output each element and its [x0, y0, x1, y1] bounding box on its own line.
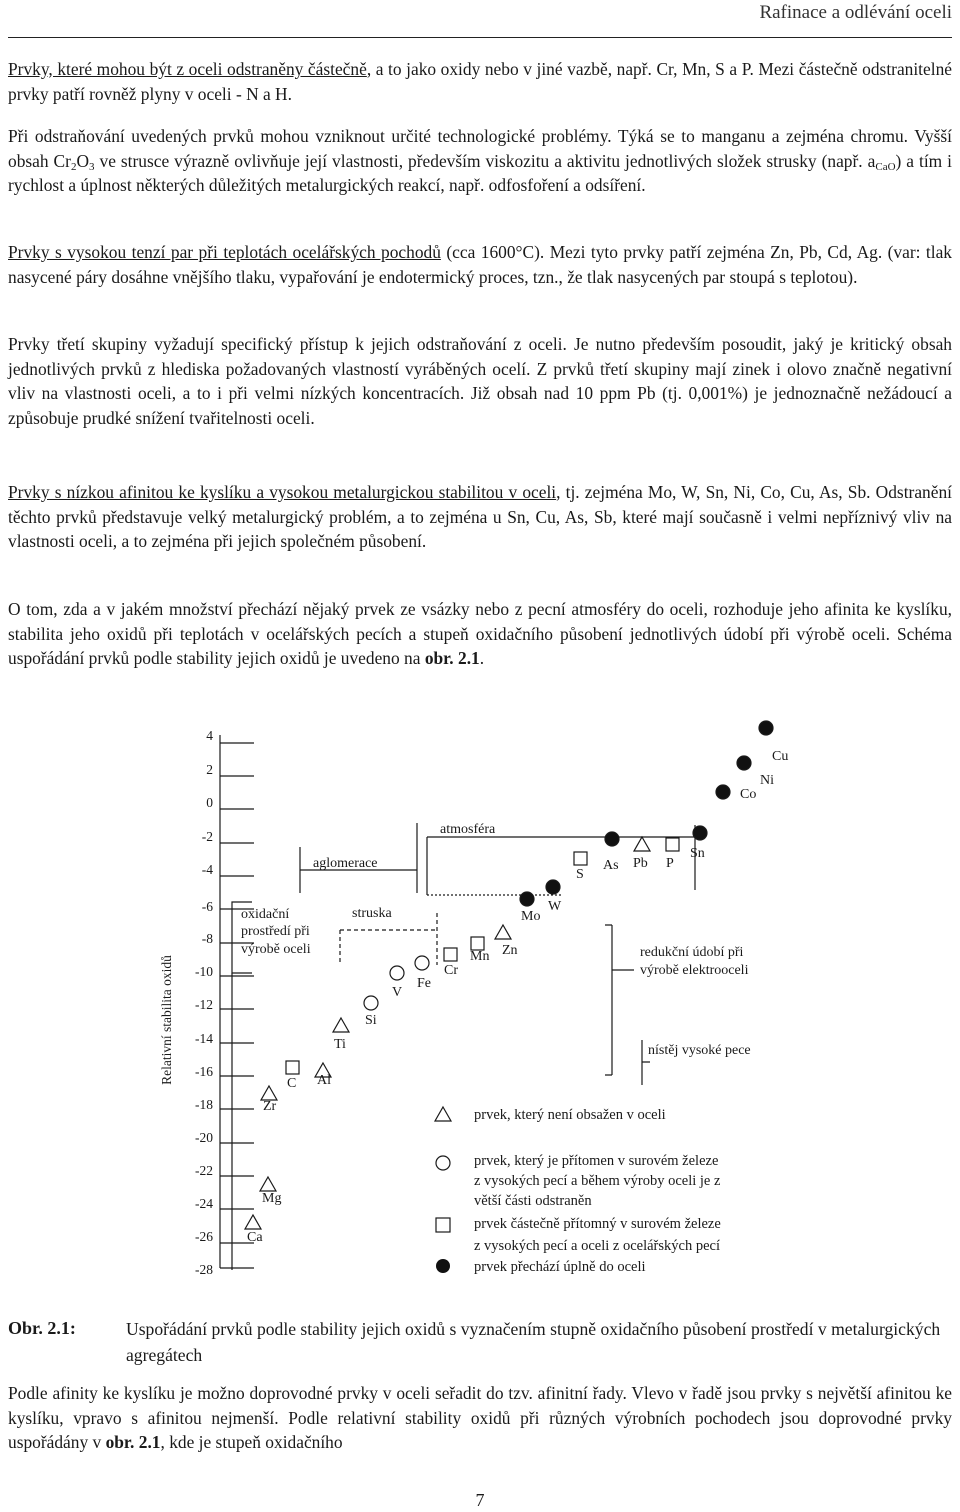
element-label: Pb — [633, 856, 648, 871]
element-label: Cr — [444, 963, 458, 978]
region-brackets — [232, 823, 695, 1270]
region-label: struska — [352, 906, 392, 921]
subscript: 3 — [89, 160, 95, 173]
y-axis — [220, 735, 254, 1268]
tick-label: -2 — [201, 829, 213, 844]
header-rule — [8, 37, 952, 38]
triangle-marker — [260, 1177, 276, 1191]
tick-label: 2 — [206, 762, 213, 777]
element-label: Si — [365, 1013, 377, 1028]
paragraph-affinity-series — [8, 1381, 952, 1455]
figure-reference: obr. 2.1 — [105, 1432, 161, 1453]
tick-label: -28 — [195, 1262, 213, 1277]
triangle-marker — [634, 837, 650, 851]
figure-reference: obr. 2.1 — [424, 648, 480, 669]
paragraph-text: ) a tím i rychlost a úplnost některých důležitých metalurgických reakcí, např. odfosfoření a odsíření. — [8, 150, 953, 196]
paragraph-text: (cca 1600°C). Mezi tyto prvky patří zejména Zn, Pb, Cd, Ag. (var: tlak nasycené páry dosáhne vnějšího tlaku, vypařování je endotermický proces, tzn., že tlak nasycených par stoupá s teplotou). — [8, 242, 952, 287]
region-label: nístěj vysoké pece — [648, 1043, 751, 1058]
subscript: CaO — [875, 160, 896, 173]
tick-label: -18 — [195, 1097, 213, 1112]
oxide-stability-diagram — [0, 715, 960, 1305]
tick-label: -24 — [195, 1196, 213, 1211]
open-circle-marker — [415, 956, 429, 970]
figure-caption-text: Uspořádání prvků podle stability jejich oxidů s vyznačením stupně oxidačního působení prostředí v metalurgických agregátech — [126, 1319, 941, 1365]
element-label: Co — [740, 787, 757, 802]
region-label: atmosféra — [440, 822, 496, 837]
paragraph-text: Při odstraňování uvedených prvků mohou vzniknout určité technologické problémy. Týká se to manganu a zejména chromu. Vyšší obsah Cr — [8, 126, 952, 171]
underlined-phrase: Prvky s nízkou afinitou ke kyslíku a vysokou metalurgickou stabilitou v oceli — [8, 482, 557, 502]
square-marker — [666, 838, 679, 851]
element-label: Ni — [760, 773, 774, 788]
filled-circle-marker — [520, 892, 534, 906]
y-tick-labels — [195, 728, 213, 1277]
paragraph-removal-problems — [8, 124, 952, 198]
element-label: Mg — [262, 1191, 282, 1206]
region-label: redukční údobí při — [640, 945, 744, 960]
square-marker — [286, 1061, 299, 1074]
element-label: As — [603, 858, 619, 873]
element-label: Ti — [334, 1037, 346, 1052]
legend-text: prvek, který není obsažen v oceli — [474, 1107, 666, 1123]
running-header: Rafinace a odlévání oceli — [759, 2, 952, 23]
region-label: aglomerace — [313, 856, 378, 871]
element-label: Al — [317, 1073, 331, 1088]
region-label: prostředí při — [241, 924, 310, 939]
square-marker — [444, 948, 457, 961]
element-label: Mn — [470, 949, 490, 964]
square-marker — [574, 852, 587, 865]
figure-caption-label: Obr. 2.1: — [8, 1318, 76, 1338]
open-circle-marker — [364, 996, 378, 1010]
tick-label: -12 — [195, 997, 213, 1012]
paragraph-high-vapor-pressure — [8, 240, 952, 289]
element-labels — [247, 749, 788, 1245]
region-labels — [241, 822, 751, 1058]
paragraph-text: O — [76, 150, 90, 171]
subscript: 2 — [70, 160, 77, 173]
region-label: výrobě oceli — [241, 942, 311, 957]
paragraph-partially-removable — [8, 57, 952, 106]
element-label: W — [548, 899, 562, 914]
filled-circle-marker — [605, 832, 619, 846]
filled-circle-marker — [546, 880, 560, 894]
legend-filled-circle-icon — [436, 1259, 450, 1273]
legend-text: větší části odstraněn — [474, 1193, 592, 1209]
open-circle-marker — [390, 966, 404, 980]
tick-label: -20 — [195, 1130, 213, 1145]
filled-circle-marker — [693, 826, 707, 840]
region-label: oxidační — [241, 907, 290, 922]
filled-circle-marker — [759, 721, 773, 735]
paragraph-text: . — [479, 648, 485, 669]
tick-label: -22 — [195, 1163, 213, 1178]
tick-label: -10 — [195, 964, 213, 979]
paragraph-text: ve strusce výrazně ovlivňuje její vlastnosti, především viskozitu a aktivitu jednotlivých složek strusky (např. a — [94, 150, 876, 171]
filled-circle-marker — [716, 785, 730, 799]
element-label: P — [666, 856, 674, 871]
filled-circle-marker — [737, 756, 751, 770]
tick-label: 4 — [206, 728, 213, 743]
triangle-marker — [333, 1018, 349, 1032]
paragraph-low-affinity — [8, 480, 952, 554]
paragraph-text: , a to jako oxidy nebo v jiné vazbě, např. Cr, Mn, S a P. Mezi částečně odstranitelné prvky patří rovněž plyny v oceli - N a H. — [8, 59, 952, 104]
element-label: Ca — [247, 1230, 263, 1245]
element-label: Cu — [772, 749, 789, 764]
element-label: Zn — [502, 943, 518, 958]
tick-label: -14 — [195, 1031, 213, 1046]
legend-triangle-icon — [435, 1107, 451, 1121]
region-label: výrobě elektrooceli — [640, 963, 749, 978]
underlined-phrase: Prvky s vysokou tenzí par při teplotách ocelářských pochodů — [8, 242, 441, 262]
tick-label: -16 — [195, 1064, 213, 1079]
tick-label: -8 — [201, 931, 213, 946]
triangle-marker — [495, 925, 511, 939]
reduction-bracket — [605, 925, 634, 1075]
paragraph-text: O tom, zda a v jakém množství přechází nějaký prvek ze vsázky nebo z pecní atmosféry do oceli, rozhoduje jeho afinita ke kyslíku, stabilita jeho oxidů při teplotách v ocelářských pecích a stupeň oxidačního působení jednotlivých údobí při výrobě oceli. Schéma uspořádání prvků podle stability jejich oxidů je uvedeno na — [8, 599, 952, 669]
element-label: Zr — [263, 1099, 277, 1114]
triangle-marker — [245, 1215, 261, 1229]
triangle-marker — [261, 1086, 277, 1100]
legend — [435, 1107, 721, 1275]
tick-label: -4 — [201, 862, 213, 877]
element-label: S — [576, 867, 584, 882]
paragraph-text: , tj. zejména Mo, W, Sn, Ni, Co, Cu, As, Sb. Odstranění těchto prvků představuje velký metalurgický problém, a to zejména u Sn, Cu, As, Sb, které mají současně i velmi nepříznivý vliv na vlastnosti oceli, a to zejména při jejich společném působení. — [8, 482, 952, 552]
legend-text: prvek, který je přítomen v surovém železe — [474, 1153, 719, 1169]
legend-text: prvek částečně přítomný v surovém železe — [474, 1216, 721, 1232]
paragraph-text: Podle afinity ke kyslíku je možno doprovodné prvky v oceli seřadit do tzv. afinitní řady. Vlevo v řadě jsou prvky s největší afinitou ke kyslíku, vpravo s afinitou nejmenší. Podle relativní stability oxidů při různých výrobních pochodech jsou doprovodné prvky uspořádány v — [8, 1383, 952, 1453]
element-label: V — [392, 985, 403, 1000]
tick-label: -6 — [201, 899, 213, 914]
legend-open-circle-icon — [436, 1156, 450, 1170]
page-number: 7 — [475, 1490, 485, 1510]
element-label: Sn — [690, 846, 705, 861]
tick-label: 0 — [206, 795, 213, 810]
paragraph-third-group: Prvky třetí skupiny vyžadují specifický přístup k jejich odstraňování z oceli. Je nutno především posoudit, jaký je kritický obsah jednotlivých prvků z hlediska požadovaných vlastností vyráběných ocelí. Z prvků třetí skupiny mají zinek i olovo značně negativní vliv na vlastnosti oceli, a to i při velmi nízkých koncentracích. Již obsah nad 10 ppm Pb (tj. 0,001%) je jednoznačně nežádoucí a způsobuje prudké snížení tvařitelnosti oceli. — [8, 334, 952, 428]
legend-text: prvek přechází úplně do oceli — [474, 1259, 646, 1275]
legend-text: z vysokých pecí a oceli z ocelářských pecí — [474, 1238, 720, 1254]
legend-text: z vysokých pecí a během výroby oceli je z — [474, 1173, 721, 1189]
element-label: C — [287, 1076, 297, 1091]
paragraph-oxide-stability — [8, 597, 952, 671]
y-axis-label: Relativní stabilita oxidů — [159, 955, 174, 1085]
element-label: Mo — [521, 909, 541, 924]
underlined-phrase: Prvky, které mohou být z oceli odstraněny částečně — [8, 59, 367, 79]
paragraph-text: , kde je stupeň oxidačního — [160, 1432, 343, 1453]
tick-label: -26 — [195, 1229, 213, 1244]
legend-square-icon — [436, 1218, 450, 1232]
element-label: Fe — [417, 976, 431, 991]
